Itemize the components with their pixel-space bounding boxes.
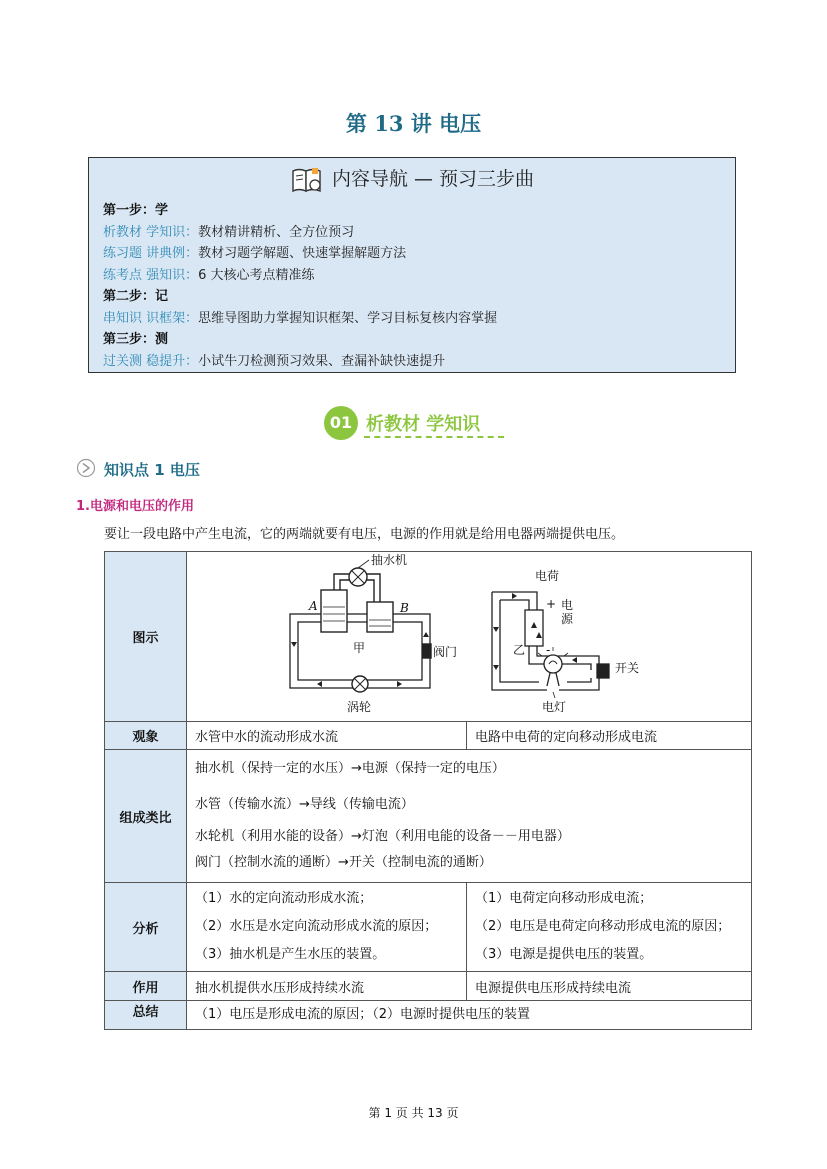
- arrow-circle-icon: [76, 458, 96, 478]
- content-navigation-box: [88, 157, 736, 373]
- summary-cell: （1）电压是形成电流的原因；（2）电源时提供电压的装置: [187, 1001, 752, 1030]
- analysis-electric: （1）电荷定向移动形成电流； （2）电压是电荷定向移动形成电流的原因； （3）电源是提供电压的装置。: [467, 883, 752, 972]
- table-row-phenomenon: [105, 722, 752, 750]
- row-head: 图示: [105, 552, 187, 722]
- nav-line: 析教材 学知识：教材精讲精析、全方位预习: [103, 224, 355, 240]
- nav-step-1: 第一步：学: [103, 203, 169, 218]
- label-switch: 开关: [615, 661, 640, 675]
- label-minus: -: [546, 643, 551, 657]
- section-title: 析教材 学知识: [366, 414, 481, 435]
- nav-step-3: 第三步：测: [103, 332, 169, 347]
- water-circuit-diagram: [290, 560, 431, 692]
- function-water: 抽水机提供水压形成持续水流: [187, 972, 467, 1001]
- analogy-line: 阀门（控制水流的通断）→开关（控制电流的通断）: [195, 855, 492, 870]
- label-source-line1: 电: [561, 598, 574, 612]
- row-head: 总结: [105, 1001, 187, 1030]
- intro-paragraph: 要让一段电路中产生电流，它的两端就要有电压，电源的作用就是给用电器两端提供电压。: [104, 527, 625, 542]
- row-head: 组成类比: [105, 750, 187, 883]
- nav-step-2: 第二步：记: [103, 289, 169, 304]
- knowledge-point-title: 知识点 1 电压: [104, 461, 200, 479]
- label-charge: 电荷: [535, 569, 560, 583]
- nav-header-text: 内容导航 — 预习三步曲: [331, 168, 535, 190]
- label-source-line2: 源: [561, 612, 574, 626]
- section-underline: [364, 436, 504, 438]
- book-icon: [290, 165, 324, 195]
- page-footer: 第 1 页 共 13 页: [368, 1106, 459, 1120]
- function-electric: 电源提供电压形成持续电流: [467, 972, 752, 1001]
- table-row-summary: [105, 1001, 752, 1030]
- nav-line: 练习题 讲典例：教材习题学解题、快速掌握解题方法: [103, 246, 407, 261]
- page-title: 第 13 讲 电压: [345, 111, 482, 136]
- row-head: 分析: [105, 883, 187, 972]
- label-jia: 甲: [353, 641, 366, 655]
- nav-lines: [103, 200, 497, 372]
- section-badge: [324, 404, 504, 438]
- analogy-line: 水轮机（利用水能的设备）→灯泡（利用电能的设备－－用电器）: [195, 829, 570, 844]
- nav-line: 串知识 识框架：思维导图助力掌握知识框架、学习目标复核内容掌握: [103, 310, 498, 326]
- label-pump: 抽水机: [371, 553, 408, 567]
- table-row-function: [105, 972, 752, 1001]
- label-b: B: [400, 601, 409, 615]
- table-row-analogy: [105, 750, 752, 883]
- analogy-line: 水管（传输水流）→导线（传输电流）: [195, 797, 414, 812]
- analogy-line: 抽水机（保持一定的水压）→电源（保持一定的电压）: [195, 761, 505, 776]
- label-turbine: 涡轮: [347, 700, 372, 714]
- table-row-figure: [105, 552, 752, 722]
- row-head: 作用: [105, 972, 187, 1001]
- sub-heading: 1.电源和电压的作用: [76, 499, 194, 514]
- nav-line: 过关测 稳提升：小试牛刀检测预习效果、查漏补缺快速提升: [103, 353, 446, 369]
- section-number: 01: [324, 406, 358, 440]
- label-plus: +: [546, 597, 557, 611]
- figure-cell: [187, 552, 752, 722]
- label-yi: 乙: [513, 643, 526, 657]
- label-a: A: [309, 599, 318, 613]
- analysis-water: （1）水的定向流动形成水流； （2）水压是水定向流动形成水流的原因； （3）抽水机是产生水压的装置。: [187, 883, 467, 972]
- label-valve: 阀门: [433, 645, 458, 659]
- label-lamp: 电灯: [542, 700, 567, 714]
- nav-line: 练考点 强知识：6 大核心考点精准练: [103, 267, 315, 283]
- circuit-analogy-figure: [187, 552, 751, 717]
- row-head: 观象: [105, 722, 187, 750]
- analogy-cell: [187, 750, 752, 883]
- table-row-analysis: [105, 883, 752, 972]
- voltage-analogy-table: [104, 551, 752, 1030]
- phenomenon-electric: 电路中电荷的定向移动形成电流: [467, 722, 752, 750]
- phenomenon-water: 水管中水的流动形成水流: [187, 722, 467, 750]
- label-source: [561, 597, 577, 626]
